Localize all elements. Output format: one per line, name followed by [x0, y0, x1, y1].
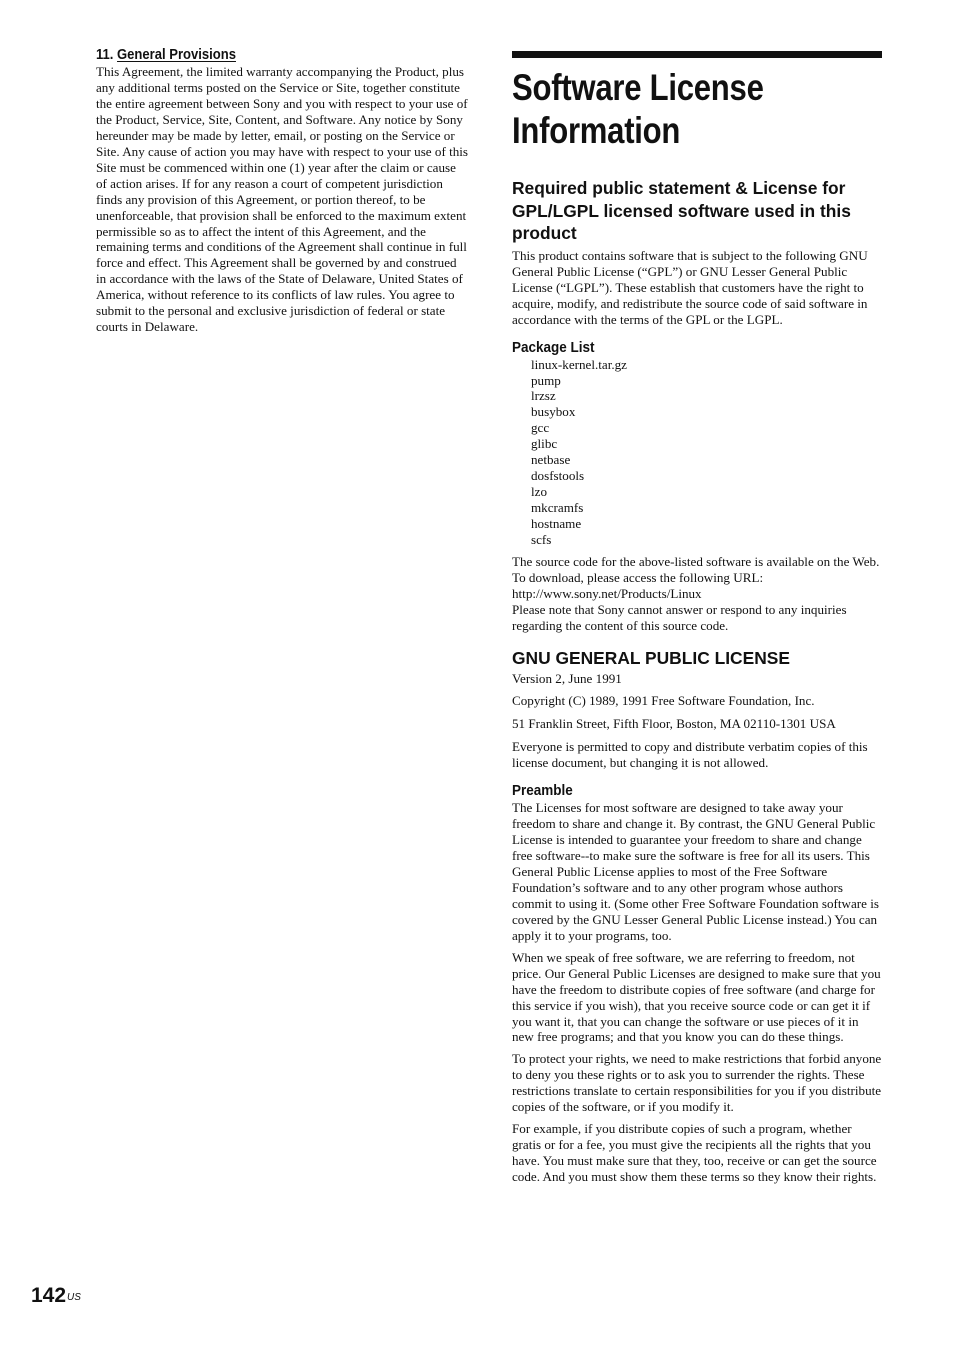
inquiry-note: Please note that Sony cannot answer or respond to any inquiries regarding the content of this source code. — [512, 601, 847, 633]
license-version: Version 2, June 1991 — [512, 671, 622, 687]
preamble-paragraph: For example, if you distribute copies of such a program, whether gratis or for a fee, you must give the recipients all the rights that you have. You must make sure that they, too, receive or can get the source code. And you must show them these terms so they know their rights. — [512, 1121, 877, 1185]
package-item: lrzsz — [531, 388, 556, 404]
required-statement-heading: Required public statement & License for GPL/LGPL licensed software used in this product — [512, 178, 851, 244]
package-list — [512, 357, 882, 548]
fsf-address: 51 Franklin Street, Fifth Floor, Boston, MA 02110-1301 USA — [512, 716, 836, 732]
page-title-line-2: Information — [512, 110, 681, 151]
package-list-heading: Package List — [512, 338, 595, 356]
page-title — [512, 66, 823, 152]
general-provisions-text: This Agreement, the limited warranty accompanying the Product, plus any additional terms posted on the Service or Site, together constitute the entire agreement between Sony and you with respect to your use of the Product, Service, Site, Content, and Software. Any notice by Sony hereunder may be made by letter, email, or posting on the Service or Site. Any cause of action you may have with respect to your use of this Site must be commenced within one (1) year after the claim or cause of action arises. If for any reason a court of competent jurisdiction finds any provision of this Agreement, or portion thereof, to be unenforceable, that provision shall be enforced to the maximum extent permissible so as to affect the intent of this Agreement, and the remaining terms and conditions of the Agreement shall continue in full force and effect. This Agreement shall be governed by and construed in accordance with the laws of the State of Delaware, United States of America, without reference to its conflicts of law rules. You agree to submit to the personal and exclusive jurisdiction of federal or state courts in Delaware. — [96, 64, 468, 335]
preamble-paragraph: When we speak of free software, we are referring to freedom, not price. Our General Public Licenses are designed to make sure that you have the freedom to distribute copies of free software (and charge for this service if you wish), that you receive source code or can get it if you want it, that you can change the software or use pieces of it in new free programs; and that you know you can do these things. — [512, 949, 881, 1045]
package-item: pump — [531, 372, 561, 388]
license-copyright: Copyright (C) 1989, 1991 Free Software Foundation, Inc. — [512, 693, 815, 709]
package-item: scfs — [531, 532, 552, 548]
page-number — [31, 1284, 81, 1308]
package-item: netbase — [531, 452, 571, 468]
verbatim-notice: Everyone is permitted to copy and distribute verbatim copies of this license document, but changing it is not allowed. — [512, 739, 868, 771]
required-statement-text: This product contains software that is subject to the following GNU General Public License (“GPL”) or GNU Lesser General Public License (“LGPL”). These establish that customers have the right to acquire, modify, and redistribute the source code of said software in accordance with the terms of the GPL or the LGPL. — [512, 247, 868, 327]
package-item: lzo — [531, 484, 547, 500]
gnu-license-heading: GNU GENERAL PUBLIC LICENSE — [512, 647, 790, 668]
source-note: The source code for the above-listed software is available on the Web. — [512, 553, 880, 569]
section-title: General Provisions — [117, 47, 236, 63]
preamble-paragraph: The Licenses for most software are designed to take away your freedom to share and change it. By contrast, the GNU General Public License is intended to guarantee your freedom to share and change free software--to make sure the software is free for all its users. This General Public License applies to most of the Free Software Foundation’s software and to any other program whose authors commit to using it. (Some other Free Software Foundation software is covered by the GNU Lesser General Public License instead.) You can apply it to your programs, too. — [512, 800, 879, 943]
section-heading — [96, 46, 431, 64]
preamble-paragraph: To protect your rights, we need to make restrictions that forbid anyone to deny you these rights or to ask you to surrender the rights. These restrictions translate to certain responsibilities for you if you distribute copies of the software, or if you modify it. — [512, 1051, 882, 1115]
title-rule — [512, 51, 882, 58]
package-item: mkcramfs — [531, 500, 584, 516]
left-column — [96, 46, 468, 335]
download-label: To download, please access the following URL: — [512, 569, 764, 585]
download-url[interactable]: http://www.sony.net/Products/Linux — [512, 585, 702, 601]
page-number-suffix: US — [67, 1292, 81, 1303]
page-title-line-1: Software License — [512, 67, 764, 108]
package-item: linux-kernel.tar.gz — [531, 356, 627, 372]
page-number-value: 142 — [31, 1284, 67, 1307]
package-item: busybox — [531, 404, 576, 420]
package-item: dosfstools — [531, 468, 585, 484]
package-item: glibc — [531, 436, 558, 452]
right-column — [512, 51, 882, 1185]
package-item: hostname — [531, 516, 582, 532]
section-number: 11. — [96, 47, 114, 63]
preamble-heading: Preamble — [512, 782, 573, 800]
package-item: gcc — [531, 420, 550, 436]
